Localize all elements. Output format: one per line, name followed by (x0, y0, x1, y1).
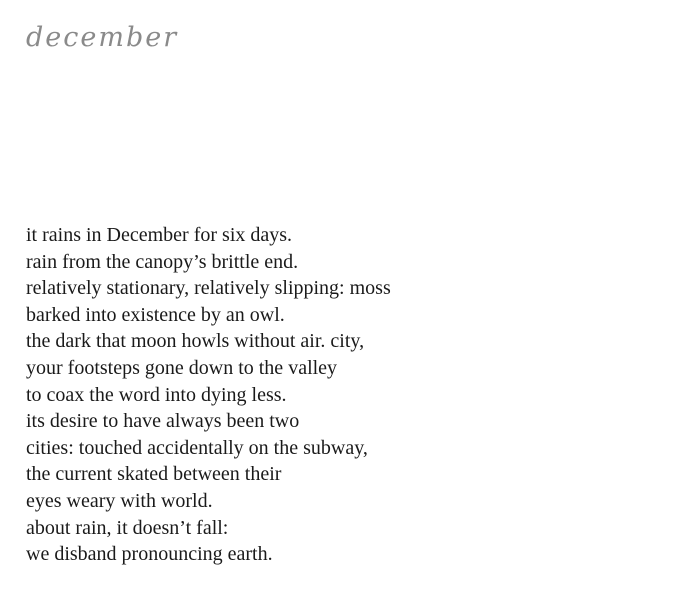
poem-line: barked into existence by an owl. (26, 303, 285, 326)
poem-line: the dark that moon howls without air. city, (26, 330, 365, 353)
poem-line: cities: touched accidentally on the subway, (26, 436, 368, 459)
poem-line: it rains in December for six days. (26, 224, 293, 246)
poem-line: about rain, it doesn’t fall: (26, 516, 229, 539)
poem-title: december (26, 22, 179, 53)
poem-line: its desire to have always been two (26, 410, 300, 433)
poem-line: we disband pronouncing earth. (26, 543, 273, 566)
poem-line: to coax the word into dying less. (26, 383, 287, 406)
poem-line: rain from the canopy’s brittle end. (26, 250, 299, 273)
poem-line: the current skated between their (26, 463, 282, 486)
poem-line: eyes weary with world. (26, 489, 213, 512)
poem-body (26, 222, 391, 568)
poem-line: your footsteps gone down to the valley (26, 356, 338, 379)
poem-line: relatively stationary, relatively slipping: moss (26, 277, 391, 300)
